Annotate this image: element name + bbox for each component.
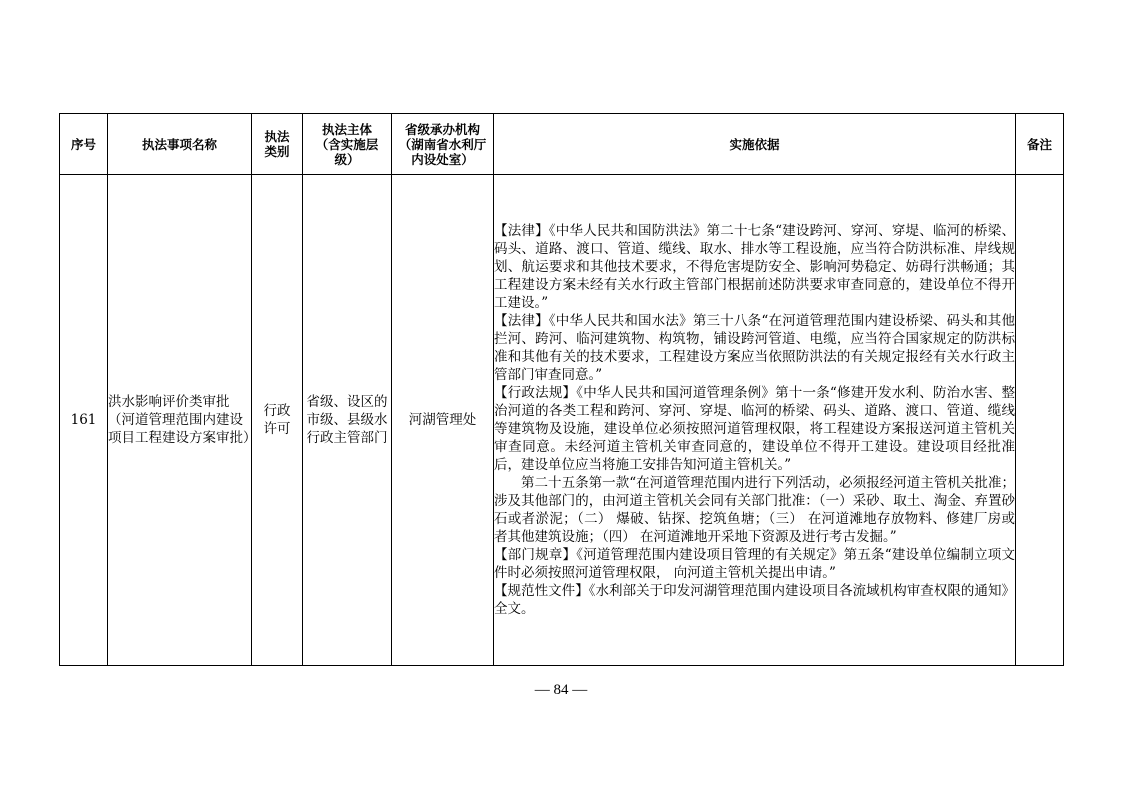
- header-department: 省级承办机构（湖南省水利厅内设处室）: [392, 114, 494, 175]
- basis-paragraph: 【法律】《中华人民共和国防洪法》第二十七条“建设跨河、穿河、穿堤、临河的桥梁、码头、道路、渡口、管道、缆线、取水、排水等工程设施，应当符合防洪标准、岸线规划、航运要求和其他技术要求，不得危害堤防安全、影响河势稳定、妨碍行洪畅通；其工程建设方案未经有关水行政主管部门根据前述防洪要求审查同意的，建设单位不得开工建设。”: [494, 223, 1015, 311]
- header-note: 备注: [1016, 114, 1064, 175]
- item-name: 洪水影响评价类审批（河道管理范围内建设项目工程建设方案审批）: [108, 175, 252, 666]
- header-subject: 执法主体（含实施层级）: [303, 114, 392, 175]
- provincial-department: 河湖管理处: [392, 175, 494, 666]
- header-category: 执法类别: [252, 114, 303, 175]
- basis-paragraph: 【规范性文件】《水利部关于印发河湖管理范围内建设项目各流域机构审查权限的通知》全文。: [494, 583, 1015, 617]
- row-number: 161: [60, 175, 108, 666]
- header-row: [60, 114, 1064, 175]
- enforcement-category: 行政许可: [252, 175, 303, 666]
- page-number: — 84 —: [534, 682, 588, 698]
- implementation-basis: [494, 175, 1016, 666]
- note-cell: [1016, 175, 1064, 666]
- enforcement-subject: 省级、设区的市级、县级水行政主管部门: [303, 175, 392, 666]
- enforcement-items-table: [59, 113, 1064, 666]
- basis-paragraph: 【部门规章】《河道管理范围内建设项目管理的有关规定》第五条“建设单位编制立项文件时必须按照河道管理权限， 向河道主管机关提出申请。”: [494, 547, 1015, 581]
- basis-paragraph: 【行政法规】《中华人民共和国河道管理条例》第十一条“修建开发水利、防治水害、整治河道的各类工程和跨河、穿河、穿堤、临河的桥梁、码头、道路、渡口、管道、缆线等建筑物及设施，建设单位必须按照河道管理权限，将工程建设方案报送河道主管机关审查同意。未经河道主管机关审查同意的，建设单位不得开工建设。建设项目经批准后，建设单位应当将施工安排告知河道主管机关。”: [494, 385, 1015, 473]
- basis-paragraph: 【法律】《中华人民共和国水法》第三十八条“在河道管理范围内建设桥梁、码头和其他拦河、跨河、临河建筑物、构筑物，铺设跨河管道、电缆，应当符合国家规定的防洪标准和其他有关的技术要求，工程建设方案应当依照防洪法的有关规定报经有关水行政主管部门审查同意。”: [494, 313, 1015, 383]
- table-row: [60, 175, 1064, 666]
- header-basis: 实施依据: [494, 114, 1016, 175]
- header-num: 序号: [60, 114, 108, 175]
- header-name: 执法事项名称: [108, 114, 252, 175]
- table-header: [60, 114, 1064, 175]
- basis-paragraph: 第二十五条第一款“在河道管理范围内进行下列活动，必须报经河道主管机关批准；涉及其他部门的，由河道主管机关会同有关部门批准：（一）采砂、取土、淘金、弃置砂石或者淤泥；（二） 爆破、钻探、挖筑鱼塘；（三） 在河道滩地存放物料、修建厂房或者其他建筑设施；（四） 在河道滩地开采地下资源及进行考古发掘。”: [494, 475, 1015, 545]
